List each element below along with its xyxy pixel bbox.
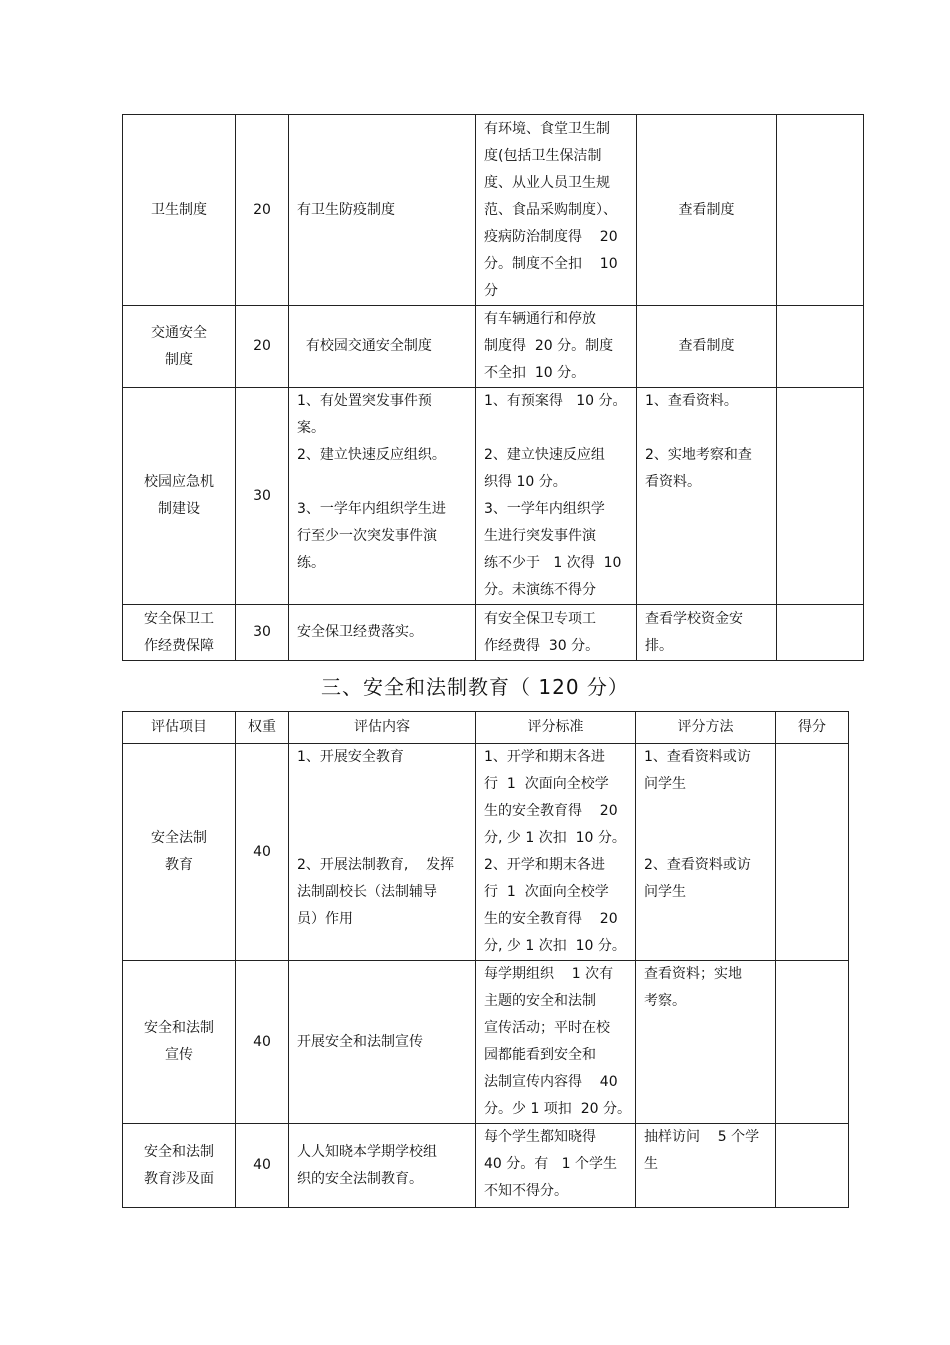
- cell-line: 查看制度: [678, 338, 735, 354]
- cell-line: 有安全保卫专项工: [484, 610, 596, 627]
- table-row: [123, 961, 849, 1124]
- table-row: [123, 605, 864, 661]
- cell-line: 40 分。有 1 个学生: [484, 1156, 617, 1172]
- cell-line: [484, 415, 628, 442]
- item-cell: [123, 306, 236, 388]
- cell-line: 分, 少 1 次扣 10 分。: [484, 830, 626, 846]
- cell-line: 制度得 20 分。制度: [484, 338, 614, 354]
- item-cell: [123, 1124, 236, 1208]
- cell-line: 案。: [297, 420, 325, 436]
- cell-line: 生进行突发事件演: [484, 528, 596, 544]
- cell-line: 考察。: [644, 993, 686, 1009]
- content-cell: [289, 388, 476, 605]
- cell-line: 宣传活动；平时在校: [484, 1020, 610, 1036]
- cell-line: [297, 825, 467, 852]
- content-cell: [289, 744, 476, 961]
- cell-line: 3、一学年内组织学生进: [297, 501, 446, 517]
- cell-line: 有卫生防疫制度: [297, 201, 395, 218]
- score-cell: [776, 961, 849, 1124]
- cell-line: 作经费保障: [144, 637, 214, 654]
- item-cell: [123, 744, 236, 961]
- assessment-table-continued: [122, 114, 864, 661]
- header-item: 评估项目: [123, 712, 236, 744]
- score-cell: [777, 605, 864, 661]
- weight-cell: 20: [236, 306, 289, 388]
- cell-line: 分。少 1 项扣 20 分。: [484, 1101, 631, 1117]
- weight-cell: 40: [236, 744, 289, 961]
- standard-cell: [476, 961, 636, 1124]
- header-method: 评分方法: [636, 712, 776, 744]
- cell-line: [297, 771, 467, 798]
- cell-line: 度、从业人员卫生规: [484, 174, 610, 191]
- cell-line: 1、查看资料或访: [644, 749, 751, 765]
- cell-line: 度(包括卫生保洁制: [484, 147, 602, 164]
- cell-line: 生的安全教育得 20: [484, 911, 618, 927]
- cell-line: 分。制度不全扣 10: [484, 255, 618, 272]
- table-row: [123, 388, 864, 605]
- content-cell: [289, 961, 476, 1124]
- cell-line: 范、食品采购制度）、: [484, 201, 617, 218]
- cell-line: 分, 少 1 次扣 10 分。: [484, 938, 626, 954]
- cell-line: 排。: [645, 637, 673, 654]
- cell-line: 园都能看到安全和: [484, 1047, 596, 1063]
- standard-cell: [476, 605, 637, 661]
- cell-line: [644, 798, 767, 825]
- cell-line: 主题的安全和法制: [484, 993, 596, 1009]
- cell-line: 作经费得 30 分。: [484, 637, 600, 654]
- content-cell: [289, 306, 476, 388]
- header-score: 得分: [776, 712, 849, 744]
- cell-line: 织的安全法制教育。: [297, 1170, 423, 1187]
- content-cell: [289, 605, 476, 661]
- safety-legal-education-table: [122, 711, 849, 1208]
- header-content: 评估内容: [289, 712, 476, 744]
- cell-line: 问学生: [644, 776, 686, 792]
- standard-cell: [476, 306, 637, 388]
- table-row: [123, 306, 864, 388]
- cell-line: 2、建立快速反应组: [484, 447, 605, 463]
- cell-line: 抽样访问 5 个学: [644, 1129, 760, 1145]
- cell-line: 教育涉及面: [144, 1170, 214, 1187]
- cell-line: 每个学生都知晓得: [484, 1129, 596, 1145]
- method-cell: [637, 388, 777, 605]
- cell-line: 有校园交通安全制度: [297, 338, 432, 354]
- cell-line: 生的安全教育得 20: [484, 803, 618, 819]
- cell-line: 安全保卫经费落实。: [297, 624, 423, 640]
- content-cell: [289, 1124, 476, 1208]
- method-cell: [637, 115, 777, 306]
- cell-line: 2、查看资料或访: [644, 857, 751, 873]
- cell-line: 2、建立快速反应组织。: [297, 447, 446, 463]
- weight-cell: 40: [236, 1124, 289, 1208]
- cell-line: 1、查看资料。: [645, 393, 738, 409]
- cell-line: 行 1 次面向全校学: [484, 776, 609, 792]
- standard-cell: [476, 1124, 636, 1208]
- cell-line: 制度: [165, 351, 193, 368]
- cell-line: 疫病防治制度得 20: [484, 228, 618, 245]
- cell-line: 交通安全: [151, 324, 207, 341]
- item-cell: [123, 115, 236, 306]
- score-cell: [777, 115, 864, 306]
- standard-cell: [476, 744, 636, 961]
- cell-line: 安全和法制: [144, 1143, 214, 1160]
- cell-line: 有车辆通行和停放: [484, 311, 596, 327]
- header-weight: 权重: [236, 712, 289, 744]
- cell-line: 查看学校资金安: [645, 610, 743, 627]
- cell-line: 1、有处置突发事件预: [297, 393, 432, 409]
- cell-line: 行至少一次突发事件演: [297, 528, 437, 544]
- cell-line: [297, 469, 467, 496]
- cell-line: 生: [644, 1156, 658, 1172]
- cell-line: 有环境、食堂卫生制: [484, 120, 610, 137]
- method-cell: [637, 605, 777, 661]
- item-cell: [123, 388, 236, 605]
- content-cell: [289, 115, 476, 306]
- standard-cell: [476, 388, 637, 605]
- cell-line: 不知不得分。: [484, 1183, 568, 1199]
- score-cell: [777, 306, 864, 388]
- cell-line: 查看资料；实地: [644, 966, 742, 982]
- cell-line: [644, 825, 767, 852]
- cell-line: 分。未演练不得分: [484, 582, 596, 598]
- cell-line: 1、开展安全教育: [297, 749, 404, 765]
- cell-line: 安全和法制: [144, 1020, 214, 1036]
- cell-line: 1、开学和期末各进: [484, 749, 605, 765]
- cell-line: 法制宣传内容得 40: [484, 1074, 618, 1090]
- cell-line: 2、实地考察和查: [645, 447, 752, 463]
- cell-line: 人人知晓本学期学校组: [297, 1143, 437, 1160]
- cell-line: 安全保卫工: [144, 610, 214, 627]
- item-cell: [123, 605, 236, 661]
- cell-line: 3、一学年内组织学: [484, 501, 605, 517]
- table-row: [123, 744, 849, 961]
- cell-line: 行 1 次面向全校学: [484, 884, 609, 900]
- cell-line: [297, 798, 467, 825]
- table-row: [123, 1124, 849, 1208]
- method-cell: [636, 744, 776, 961]
- weight-cell: 40: [236, 961, 289, 1124]
- cell-line: 校园应急机: [144, 474, 214, 490]
- cell-line: 查看制度: [678, 201, 735, 218]
- method-cell: [636, 961, 776, 1124]
- standard-cell: [476, 115, 637, 306]
- cell-line: 每学期组织 1 次有: [484, 966, 614, 982]
- weight-cell: 30: [236, 605, 289, 661]
- cell-line: 2、开展法制教育, 发挥: [297, 857, 455, 873]
- cell-line: 问学生: [644, 884, 686, 900]
- cell-line: 看资料。: [645, 474, 701, 490]
- weight-cell: 30: [236, 388, 289, 605]
- score-cell: [776, 744, 849, 961]
- method-cell: [636, 1124, 776, 1208]
- cell-line: 1、有预案得 10 分。: [484, 393, 627, 409]
- cell-line: [645, 415, 768, 442]
- item-cell: [123, 961, 236, 1124]
- cell-line: 教育: [165, 857, 193, 873]
- cell-line: 制建设: [158, 501, 200, 517]
- cell-line: 开展安全和法制宣传: [297, 1033, 423, 1050]
- cell-line: 练。: [297, 555, 325, 571]
- table-row: [123, 115, 864, 306]
- cell-line: 分: [484, 282, 498, 299]
- table-header-row: [123, 712, 849, 744]
- cell-line: 2、开学和期末各进: [484, 857, 605, 873]
- weight-cell: 20: [236, 115, 289, 306]
- cell-line: 法制副校长（法制辅导: [297, 884, 437, 900]
- cell-line: 宣传: [165, 1047, 193, 1063]
- section-heading: 三、安全和法制教育（ 120 分）: [321, 675, 629, 699]
- cell-line: 卫生制度: [151, 201, 207, 218]
- cell-line: 不全扣 10 分。: [484, 365, 586, 381]
- header-standard: 评分标准: [476, 712, 636, 744]
- cell-line: 员）作用: [297, 911, 353, 927]
- cell-line: 安全法制: [151, 830, 207, 846]
- score-cell: [777, 388, 864, 605]
- cell-line: 练不少于 1 次得 10: [484, 555, 622, 571]
- score-cell: [776, 1124, 849, 1208]
- cell-line: 织得 10 分。: [484, 474, 567, 490]
- method-cell: [637, 306, 777, 388]
